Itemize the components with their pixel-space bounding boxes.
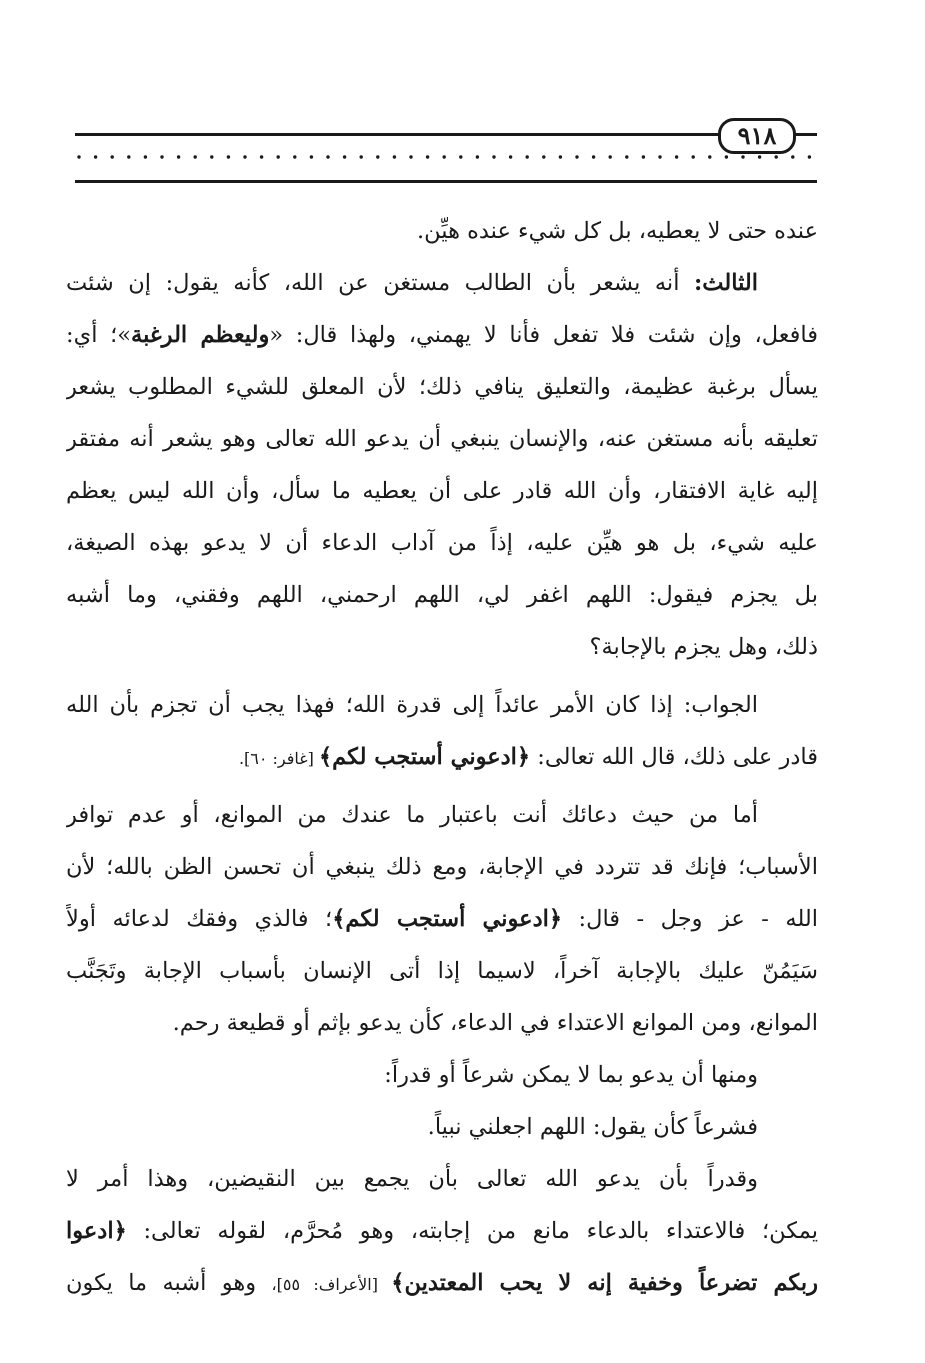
text-line: [66, 309, 818, 361]
emphasis-text: ﴿ادعوا: [66, 1218, 127, 1244]
text-segment: أما من حيث دعائك أنت باعتبار ما عندك من الموانع، أو عدم توافر: [66, 802, 758, 828]
text-segment: عليه شيء، بل هو هيِّن عليه، إذاً من آداب الدعاء أن لا يدعو بهذه الصيغة،: [66, 530, 818, 556]
text-segment: الله - عز وجل - قال:: [562, 906, 818, 932]
text-line: [66, 893, 818, 945]
text-line: [66, 1257, 818, 1309]
page-body: [66, 205, 818, 1309]
text-line: [66, 945, 818, 997]
text-segment: »؛ أي:: [66, 322, 132, 348]
text-segment: وهو أشبه ما يكون: [66, 1270, 272, 1296]
text-segment: وقدراً بأن يدعو الله تعالى بأن يجمع بين النقيضين، وهذا أمر لا: [66, 1166, 758, 1192]
text-line: [66, 841, 818, 893]
text-line: [66, 361, 818, 413]
emphasis-text: الثالث:: [693, 270, 758, 296]
text-segment: تعليقه بأنه مستغن عنه، والإنسان ينبغي أن يدعو الله تعالى وهو يشعر أنه مفتقر: [66, 426, 818, 452]
text-segment: أنه يشعر بأن الطالب مستغن عن الله، كأنه يقول: إن شئت: [66, 270, 694, 296]
text-segment: ذلك، وهل يجزم بالإجابة؟: [589, 634, 818, 660]
text-line: [66, 789, 818, 841]
text-segment: فشرعاً كأن يقول: اللهم اجعلني نبياً.: [427, 1114, 758, 1140]
text-line: [66, 413, 818, 465]
text-line: [66, 679, 818, 731]
emphasis-text: ﴿ادعوني أستجب لكم﴾: [318, 744, 531, 770]
header-rule-top: [75, 133, 817, 136]
text-segment: يمكن؛ فالاعتداء بالدعاء مانع من إجابته، وهو مُحرَّم، لقوله تعالى:: [126, 1218, 818, 1244]
text-line: [66, 257, 818, 309]
text-segment: بل يجزم فيقول: اللهم اغفر لي، اللهم ارحمني، اللهم وفقني، وما أشبه: [66, 582, 818, 608]
text-segment: عنده حتى لا يعطيه، بل كل شيء عنده هيِّن.: [417, 218, 818, 244]
text-segment: سَيَمُنّ عليك بالإجابة آخراً، لاسيما إذا أتى الإنسان بأسباب الإجابة وتَجَنَّب: [66, 958, 818, 984]
text-segment: الموانع، ومن الموانع الاعتداء في الدعاء، كأن يدعو بإثم أو قطيعة رحم.: [172, 1010, 818, 1036]
text-line: [66, 997, 818, 1049]
text-line: [66, 465, 818, 517]
text-line: [66, 1205, 818, 1257]
text-segment: ؛ فالذي وفقك لدعائه أولاً: [66, 906, 333, 932]
text-line: [66, 205, 818, 257]
text-segment: ومنها أن يدعو بما لا يمكن شرعاً أو قدراً:: [384, 1062, 758, 1088]
text-segment: فافعل، وإن شئت فلا تفعل فأنا لا يهمني، ولهذا قال: «: [269, 322, 818, 348]
text-segment: إليه غاية الافتقار، وأن الله قادر على أن يعطيه ما سأل، وأن الله ليس يعظم: [66, 478, 818, 504]
emphasis-text: وليعظم الرغبة: [131, 322, 270, 348]
text-segment: قادر على ذلك، قال الله تعالى:: [530, 744, 818, 770]
text-line: [66, 1101, 818, 1153]
citation-ref: [الأعراف: ٥٥]،: [271, 1275, 392, 1294]
text-line: [66, 731, 818, 783]
text-segment: الجواب: إذا كان الأمر عائداً إلى قدرة الله؛ فهذا يجب أن تجزم بأن الله: [66, 692, 758, 718]
text-line: [66, 1049, 818, 1101]
dotted-divider: [76, 147, 816, 167]
text-line: [66, 517, 818, 569]
citation-ref: [غافر: ٦٠].: [238, 749, 319, 768]
emphasis-text: ربكم تضرعاً وخفية إنه لا يحب المعتدين﴾: [391, 1270, 818, 1296]
text-segment: يسأل برغبة عظيمة، والتعليق ينافي ذلك؛ لأن المعلق للشيء المطلوب يشعر: [66, 374, 818, 400]
text-segment: الأسباب؛ فإنك قد تتردد في الإجابة، ومع ذلك ينبغي أن تحسن الظن بالله؛ لأن: [66, 854, 818, 880]
emphasis-text: ﴿ادعوني أستجب لكم﴾: [332, 906, 563, 932]
header-rule-bottom: [75, 180, 817, 183]
text-line: [66, 1153, 818, 1205]
page-number: ٩١٨: [718, 118, 796, 154]
text-line: [66, 569, 818, 621]
text-line: [66, 621, 818, 673]
